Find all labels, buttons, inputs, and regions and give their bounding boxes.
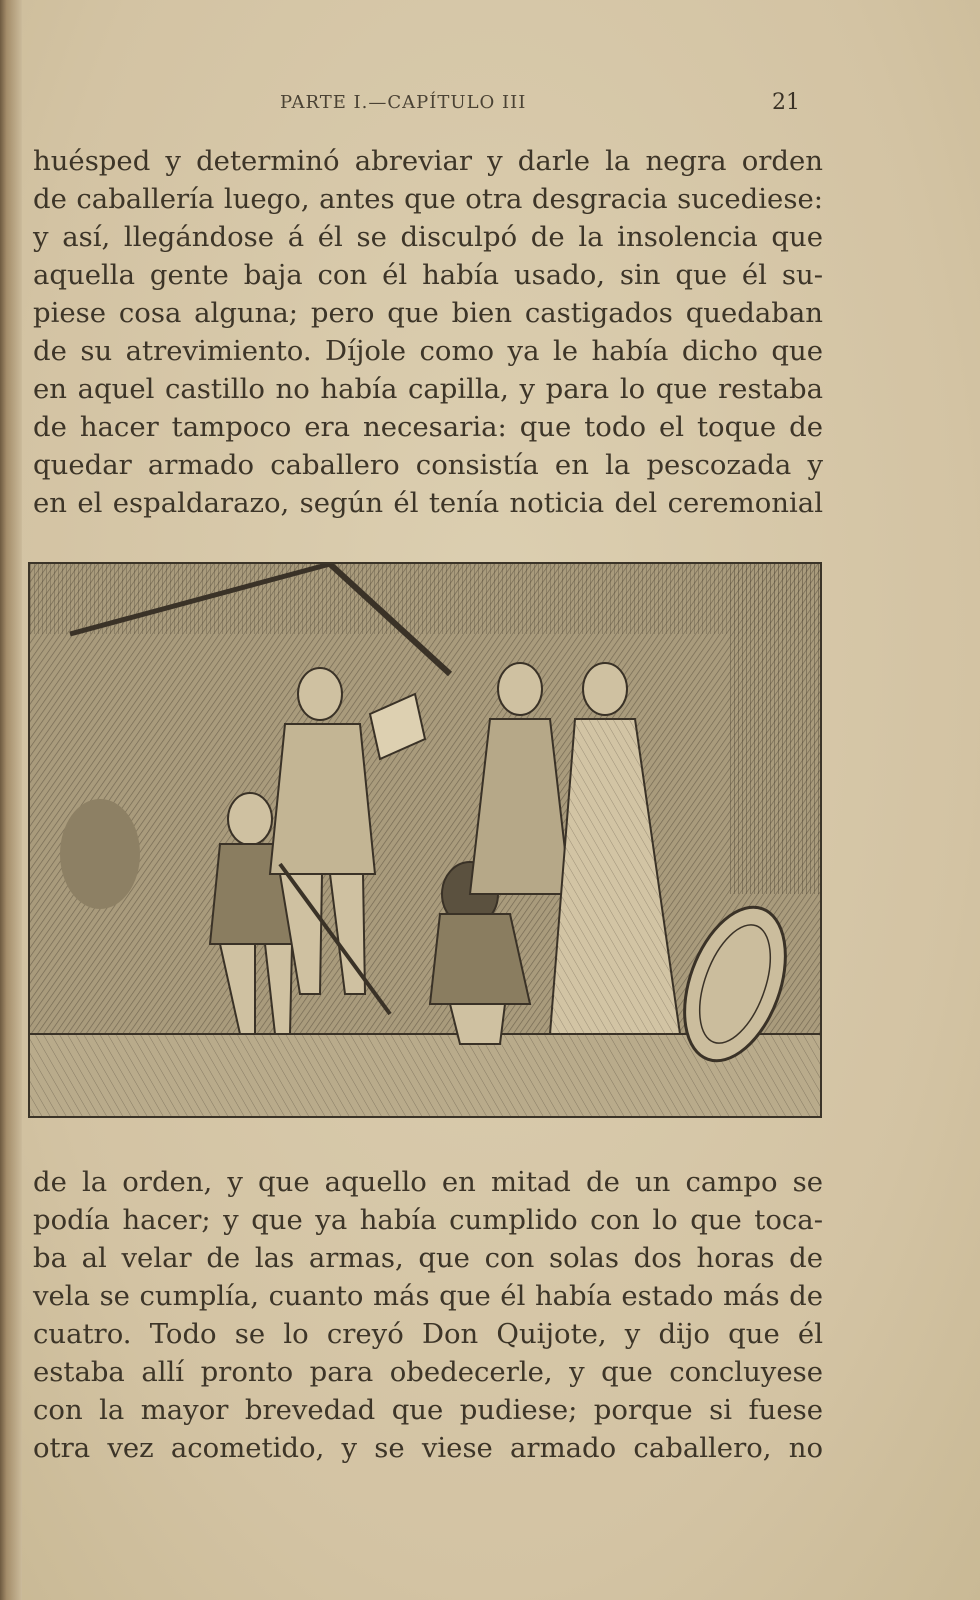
- text-line: aquella gente baja con él había usado, sin que él su-: [33, 259, 823, 291]
- chapter-heading: PARTE I.—CAPÍTULO III: [280, 92, 527, 113]
- text-line: de caballería luego, antes que otra desgracia sucediese:: [33, 183, 823, 215]
- text-line: huésped y determinó abreviar y darle la negra orden: [33, 145, 823, 177]
- running-head: [280, 92, 800, 122]
- engraving-illustration: [28, 562, 822, 1118]
- text-line: de hacer tampoco era necesaria: que todo el toque de: [33, 411, 823, 443]
- text-line: en aquel castillo no había capilla, y para lo que restaba: [33, 373, 823, 405]
- page-number: 21: [772, 90, 800, 115]
- text-line: ba al velar de las armas, que con solas dos horas de: [33, 1242, 823, 1274]
- text-line: piese cosa alguna; pero que bien castigados quedaban: [33, 297, 823, 329]
- text-line: de la orden, y que aquello en mitad de un campo se: [33, 1166, 823, 1198]
- text-line: otra vez acometido, y se viese armado caballero, no: [33, 1432, 823, 1464]
- text-line: quedar armado caballero consistía en la pescozada y: [33, 449, 823, 481]
- text-line: con la mayor brevedad que pudiese; porque si fuese: [33, 1394, 823, 1426]
- text-line: podía hacer; y que ya había cumplido con lo que toca-: [33, 1204, 823, 1236]
- text-line: de su atrevimiento. Díjole como ya le había dicho que: [33, 335, 823, 367]
- text-block-top: [33, 142, 823, 522]
- text-line: vela se cumplía, cuanto más que él había estado más de: [33, 1280, 823, 1312]
- engraving-knighting-scene-icon: [30, 564, 820, 1116]
- text-line: estaba allí pronto para obedecerle, y que concluyese: [33, 1356, 823, 1388]
- text-line: cuatro. Todo se lo creyó Don Quijote, y dijo que él: [33, 1318, 823, 1350]
- binding-edge: [0, 0, 22, 1600]
- text-line: y así, llegándose á él se disculpó de la insolencia que: [33, 221, 823, 253]
- text-line: en el espaldarazo, según él tenía noticia del ceremonial: [33, 487, 823, 519]
- text-block-bottom: [33, 1163, 823, 1467]
